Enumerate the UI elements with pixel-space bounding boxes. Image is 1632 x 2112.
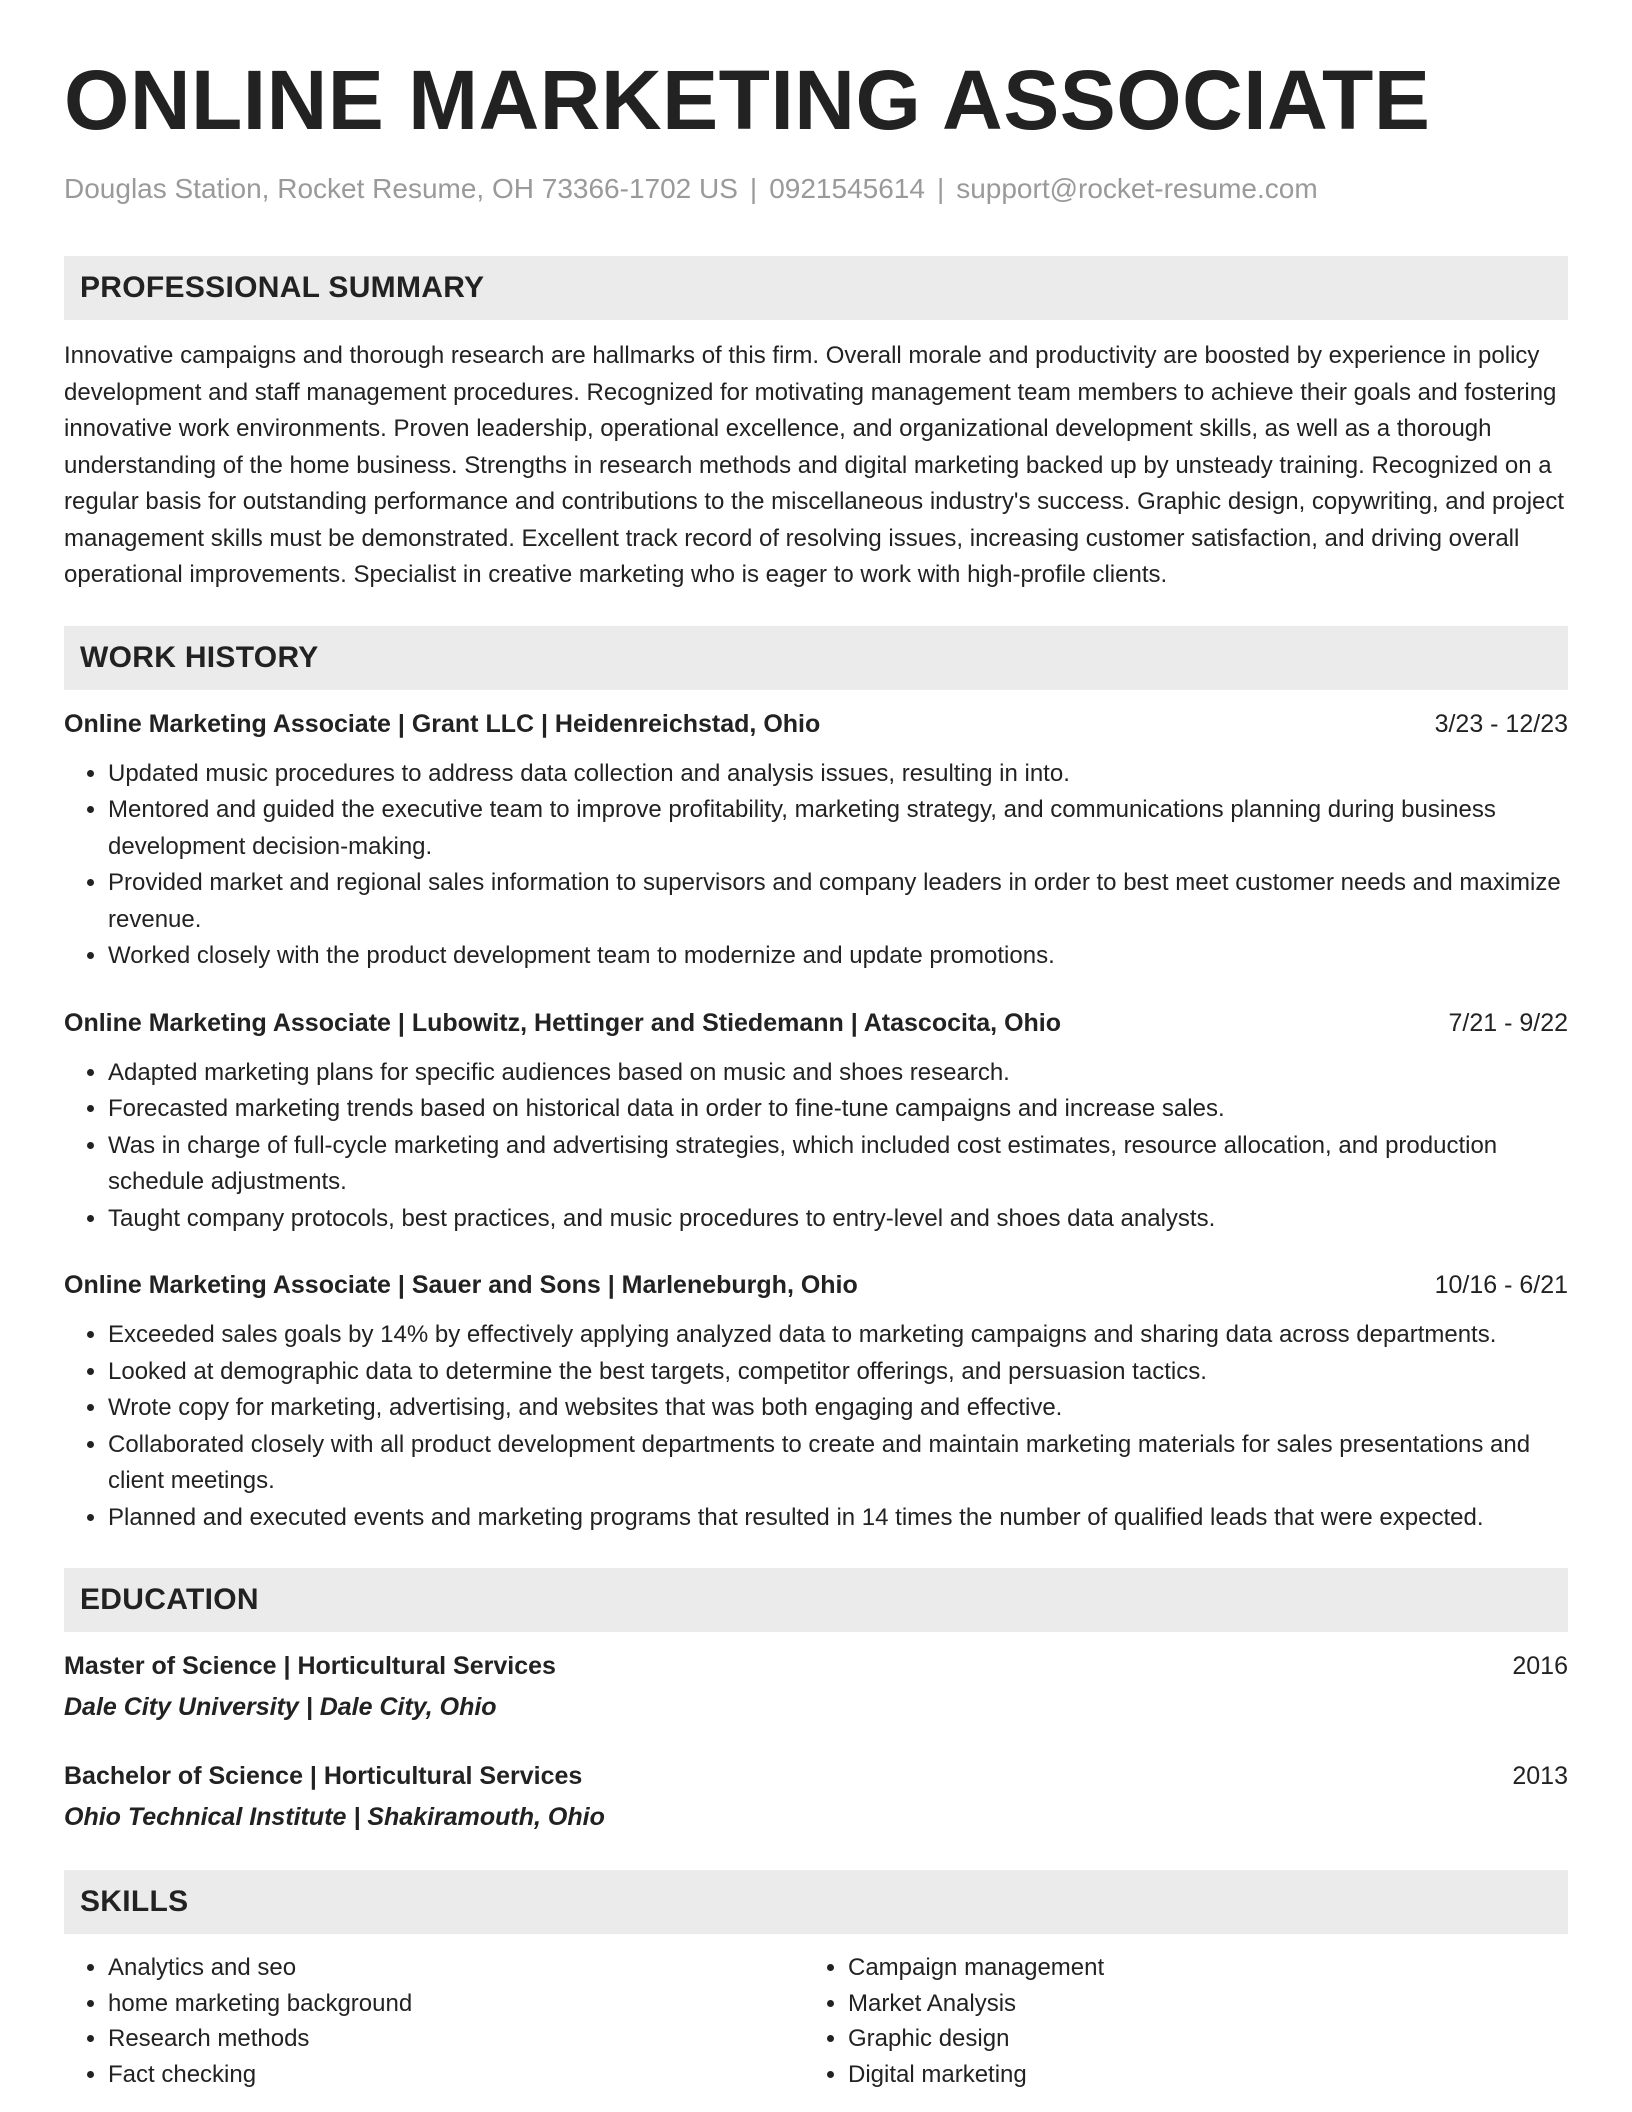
contact-phone: 0921545614 (769, 173, 925, 204)
job-header (64, 706, 1568, 742)
education-header (64, 1648, 1568, 1684)
contact-separator: | (936, 173, 945, 204)
summary-text: Innovative campaigns and thorough research are hallmarks of this firm. Overall morale and productivity are boosted by experience in policy development and staff management procedures. Recognized for motivating management team members to achieve their goals and fostering innovative work environments. Proven leadership, operational excellence, and organizational development skills, as well as a thorough understanding of the home business. Strengths in research methods and digital marketing backed up by unsteady training. Recognized on a regular basis for outstanding performance and contributions to the miscellaneous industry's success. Graphic design, copywriting, and project management skills must be demonstrated. Excellent track record of resolving issues, increasing customer satisfaction, and driving overall operational improvements. Specialist in creative marketing who is eager to work with high-profile clients. (64, 342, 1565, 588)
job-bullet: • Taught company protocols, best practices, and music procedures to entry-level and shoes data analysts. (108, 1201, 1568, 1238)
job-header (64, 1267, 1568, 1303)
summary-heading: PROFESSIONAL SUMMARY (64, 256, 1568, 320)
education-entry (64, 1648, 1568, 1726)
skills-column-left (64, 1950, 804, 2092)
job-bullet: • Forecasted marketing trends based on historical data in order to fine-tune campaigns and increase sales. (108, 1091, 1568, 1128)
job-bullet: • Was in charge of full-cycle marketing and advertising strategies, which included cost estimates, resource allocation, and production schedule adjustments. (108, 1128, 1568, 1201)
skill-item: • Research methods (108, 2021, 804, 2057)
job-dates: 3/23 - 12/23 (1434, 709, 1568, 738)
skill-item: • Analytics and seo (108, 1950, 804, 1986)
job-entry (64, 1267, 1568, 1536)
job-bullets (64, 1055, 1568, 1238)
degree: Bachelor of Science | Horticultural Services (64, 1762, 583, 1790)
skill-item: • home marketing background (108, 1986, 804, 2022)
job-bullets (64, 756, 1568, 975)
job-bullet: • Adapted marketing plans for specific audiences based on music and shoes research. (108, 1055, 1568, 1092)
job-title: Online Marketing Associate | Lubowitz, Hettinger and Stiedemann | Atascocita, Ohio (64, 1008, 1062, 1037)
job-bullet: • Provided market and regional sales information to supervisors and company leaders in order to best meet customer needs and maximize revenue. (108, 865, 1568, 938)
skill-item: • Digital marketing (848, 2057, 1548, 2093)
education-header (64, 1758, 1568, 1794)
contact-address: Douglas Station, Rocket Resume, OH 73366-1702 US (64, 173, 738, 204)
job-bullet: • Updated music procedures to address data collection and analysis issues, resulting in into. (108, 756, 1568, 793)
school-name: Ohio Technical Institute | Shakiramouth, Ohio (64, 1803, 605, 1831)
skill-item: • Fact checking (108, 2057, 804, 2093)
school-name: Dale City University | Dale City, Ohio (64, 1693, 497, 1721)
job-entry (64, 1005, 1568, 1238)
job-bullet: • Exceeded sales goals by 14% by effectively applying analyzed data to marketing campaigns and sharing data across departments. (108, 1317, 1568, 1354)
skill-item: • Campaign management (848, 1950, 1548, 1986)
contact-line (64, 172, 1568, 206)
skills-list (64, 1950, 1568, 2092)
job-bullet: • Looked at demographic data to determine the best targets, competitor offerings, and persuasion tactics. (108, 1354, 1568, 1391)
job-dates: 7/21 - 9/22 (1448, 1008, 1568, 1037)
degree: Master of Science | Horticultural Services (64, 1652, 556, 1680)
job-title: Online Marketing Associate | Sauer and Sons | Marleneburgh, Ohio (64, 1271, 858, 1299)
job-bullet: • Mentored and guided the executive team to improve profitability, marketing strategy, and communications planning during business development decision-making. (108, 792, 1568, 865)
job-dates: 10/16 - 6/21 (1434, 1271, 1568, 1299)
job-entry (64, 706, 1568, 975)
contact-email: support@rocket-resume.com (956, 173, 1318, 204)
job-bullet: • Worked closely with the product development team to modernize and update promotions. (108, 938, 1568, 975)
job-bullet: • Wrote copy for marketing, advertising, and websites that was both engaging and effective. (108, 1390, 1568, 1427)
education-entry (64, 1758, 1568, 1836)
job-bullets (64, 1317, 1568, 1536)
job-header (64, 1005, 1568, 1041)
skills-column-right (804, 1950, 1548, 2092)
job-bullet: • Collaborated closely with all product development departments to create and maintain marketing materials for sales presentations and client meetings. (108, 1427, 1568, 1500)
graduation-year: 2013 (1512, 1762, 1568, 1790)
skills-heading: SKILLS (64, 1870, 1568, 1934)
job-bullet: • Planned and executed events and marketing programs that resulted in 14 times the number of qualified leads that were expected. (108, 1500, 1568, 1537)
contact-separator: | (749, 173, 758, 204)
skill-item: • Graphic design (848, 2021, 1548, 2057)
skill-item: • Market Analysis (848, 1986, 1548, 2022)
job-title: Online Marketing Associate | Grant LLC | Heidenreichstad, Ohio (64, 709, 821, 738)
candidate-name: ONLINE MARKETING ASSOCIATE (64, 53, 1431, 147)
graduation-year: 2016 (1512, 1652, 1568, 1680)
education-heading: EDUCATION (64, 1568, 1568, 1632)
work-history-heading: WORK HISTORY (64, 626, 1568, 690)
